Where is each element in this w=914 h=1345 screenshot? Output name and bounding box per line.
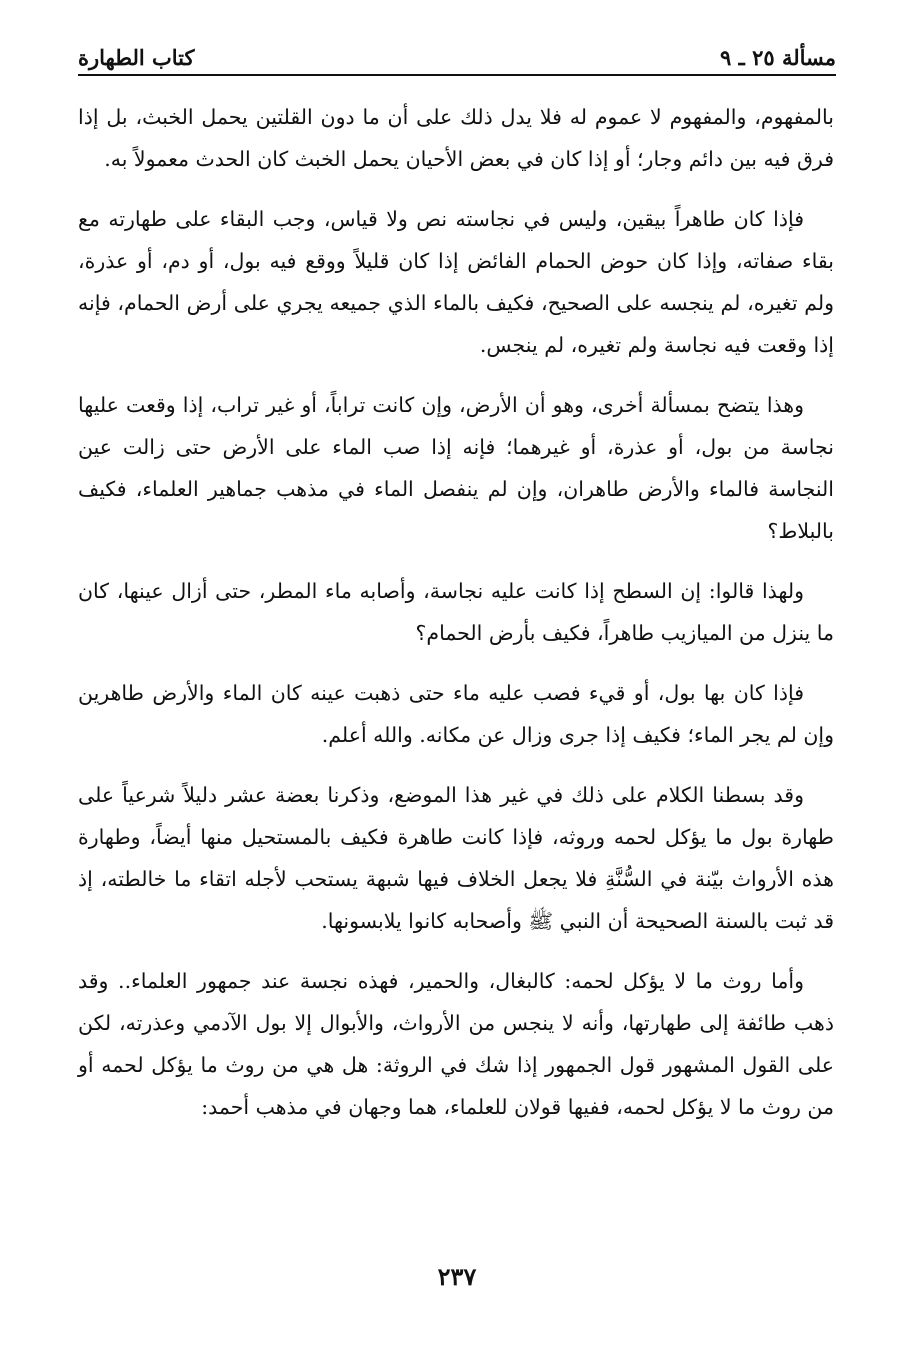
page-number: ٢٣٧	[437, 1262, 477, 1291]
paragraph-3: وهذا يتضح بمسألة أخرى، وهو أن الأرض، وإن كانت تراباً، أو غير تراب، إذا وقعت عليها نجاسة من بول، أو عذرة، أو غيرهما؛ فإنه إذا صب الماء على الأرض حتى زالت عين النجاسة فالماء والأرض طاهران، وإن لم ينفصل الماء في مذهب جماهير العلماء، فكيف بالبلاط؟	[78, 393, 834, 543]
paragraph-1: بالمفهوم، والمفهوم لا عموم له فلا يدل ذلك على أن ما دون القلتين يحمل الخبث، بل إذا فرق فيه بين دائم وجار؛ أو إذا كان في بعض الأحيان يحمل الخبث كان الحدث معمولاً به.	[78, 105, 834, 171]
running-header	[78, 32, 836, 76]
paragraph-4: ولهذا قالوا: إن السطح إذا كانت عليه نجاسة، وأصابه ماء المطر، حتى أزال عينها، كان ما ينزل من الميازيب طاهراً، فكيف بأرض الحمام؟	[78, 579, 834, 645]
paragraph-2: فإذا كان طاهراً بيقين، وليس في نجاسته نص ولا قياس، وجب البقاء على طهارته مع بقاء صفاته، وإذا كان حوض الحمام الفائض إذا كان قليلاً ووقع فيه بول، أو دم، أو عذرة، ولم تغيره، لم ينجسه على الصحيح، فكيف بالماء الذي جميعه يجري على أرض الحمام، فإنه إذا وقعت فيه نجاسة ولم تغيره، لم ينجس.	[78, 207, 834, 357]
section-label: مسألة ٢٥ ـ ٩	[720, 45, 836, 70]
paragraph-6: وقد بسطنا الكلام على ذلك في غير هذا الموضع، وذكرنا بعضة عشر دليلاً شرعياً على طهارة بول ما يؤكل لحمه وروثه، فإذا كانت طاهرة فكيف بالمستحيل منها أيضاً، وطهارة هذه الأرواث بيّنة في السُّنَّةِ فلا يجعل الخلاف فيها شبهة يستحب لأجله اتقاء ما خالطته، إذ قد ثبت بالسنة الصحيحة أن النبي ﷺ وأصحابه كانوا يلابسونها.	[78, 783, 834, 933]
header-rule	[78, 74, 836, 76]
book-title: كتاب الطهارة	[78, 45, 195, 70]
paragraph-7: وأما روث ما لا يؤكل لحمه: كالبغال، والحمير، فهذه نجسة عند جمهور العلماء.. وقد ذهب طائفة إلى طهارتها، وأنه لا ينجس من الأرواث، والأبوال إلا بول الآدمي وعذرته، لكن على القول المشهور قول الجمهور إذا شك في الروثة: هل هي من روث ما يؤكل لحمه أو من روث ما لا يؤكل لحمه، ففيها قولان للعلماء، هما وجهان في مذهب أحمد:	[78, 969, 834, 1119]
paragraph-5: فإذا كان بها بول، أو قيء فصب عليه ماء حتى ذهبت عينه كان الماء والأرض طاهرين وإن لم يجر الماء؛ فكيف إذا جرى وزال عن مكانه. والله أعلم.	[78, 681, 834, 747]
body-text	[78, 96, 834, 1146]
